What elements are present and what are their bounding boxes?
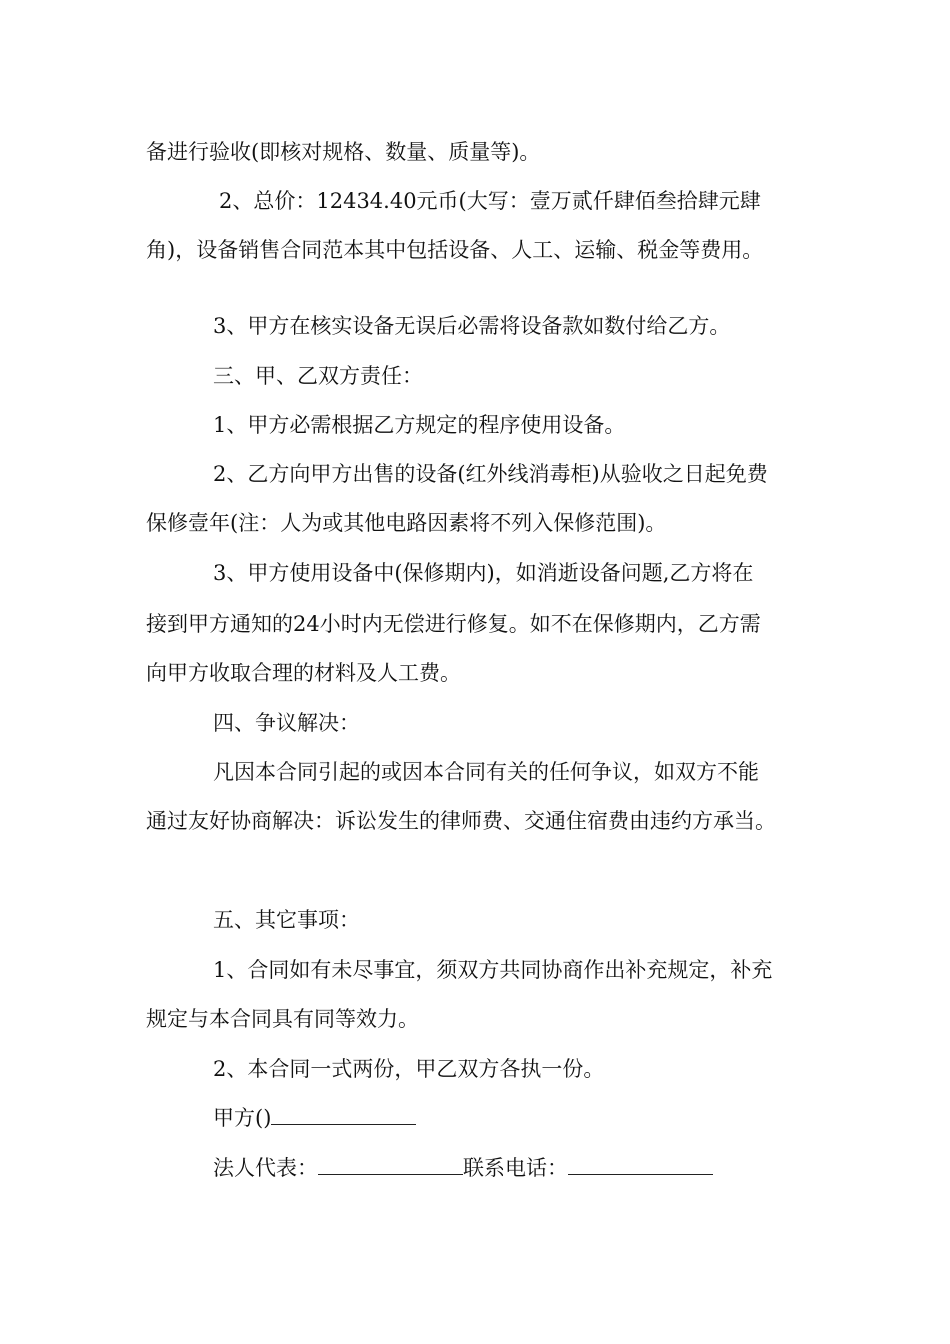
- phone-blank[interactable]: [568, 1156, 713, 1175]
- section-heading: 五、其它事项：: [213, 908, 360, 932]
- paragraph-line: 通过友好协商解决：诉讼发生的律师费、交通住宿费由违约方承当。: [146, 809, 776, 833]
- paragraph-line: 3、甲方使用设备中(保修期内)，如消逝设备问题,乙方将在: [213, 561, 754, 585]
- paragraph-line: 2、总价：12434.40元币(大写：壹万贰仟肆佰叁拾肆元肆: [219, 189, 761, 213]
- paragraph-line: 接到甲方通知的24小时内无偿进行修复。如不在保修期内，乙方需: [146, 612, 761, 636]
- paragraph-line: 1、合同如有未尽事宜，须双方共同协商作出补充规定，补充: [213, 958, 773, 982]
- paragraph-line: 规定与本合同具有同等效力。: [146, 1007, 419, 1031]
- section-heading: 三、甲、乙双方责任：: [213, 364, 423, 388]
- party-a-blank[interactable]: [271, 1106, 416, 1125]
- paragraph-line: 保修壹年(注：人为或其他电路因素将不列入保修范围)。: [146, 511, 667, 535]
- section-heading: 四、争议解决：: [213, 711, 360, 735]
- phone-label: 联系电话：: [463, 1156, 568, 1180]
- paragraph-line: 角)，设备销售合同范本其中包括设备、人工、运输、税金等费用。: [146, 238, 764, 262]
- paragraph-line: 备进行验收(即核对规格、数量、质量等)。: [146, 140, 541, 164]
- paragraph-line: 1、甲方必需根据乙方规定的程序使用设备。: [213, 413, 626, 437]
- party-a-row: [213, 1106, 416, 1130]
- legal-rep-row: [213, 1156, 713, 1180]
- legal-rep-blank[interactable]: [318, 1156, 463, 1175]
- paragraph-line: 向甲方收取合理的材料及人工费。: [146, 661, 461, 685]
- party-a-label: 甲方(): [213, 1106, 272, 1130]
- paragraph-line: 2、乙方向甲方出售的设备(红外线消毒柜)从验收之日起免费: [213, 462, 768, 486]
- paragraph-line: 3、甲方在核实设备无误后必需将设备款如数付给乙方。: [213, 314, 731, 338]
- legal-rep-label: 法人代表：: [213, 1156, 318, 1180]
- paragraph-line: 凡因本合同引起的或因本合同有关的任何争议，如双方不能: [213, 760, 759, 784]
- paragraph-line: 2、本合同一式两份，甲乙双方各执一份。: [213, 1057, 605, 1081]
